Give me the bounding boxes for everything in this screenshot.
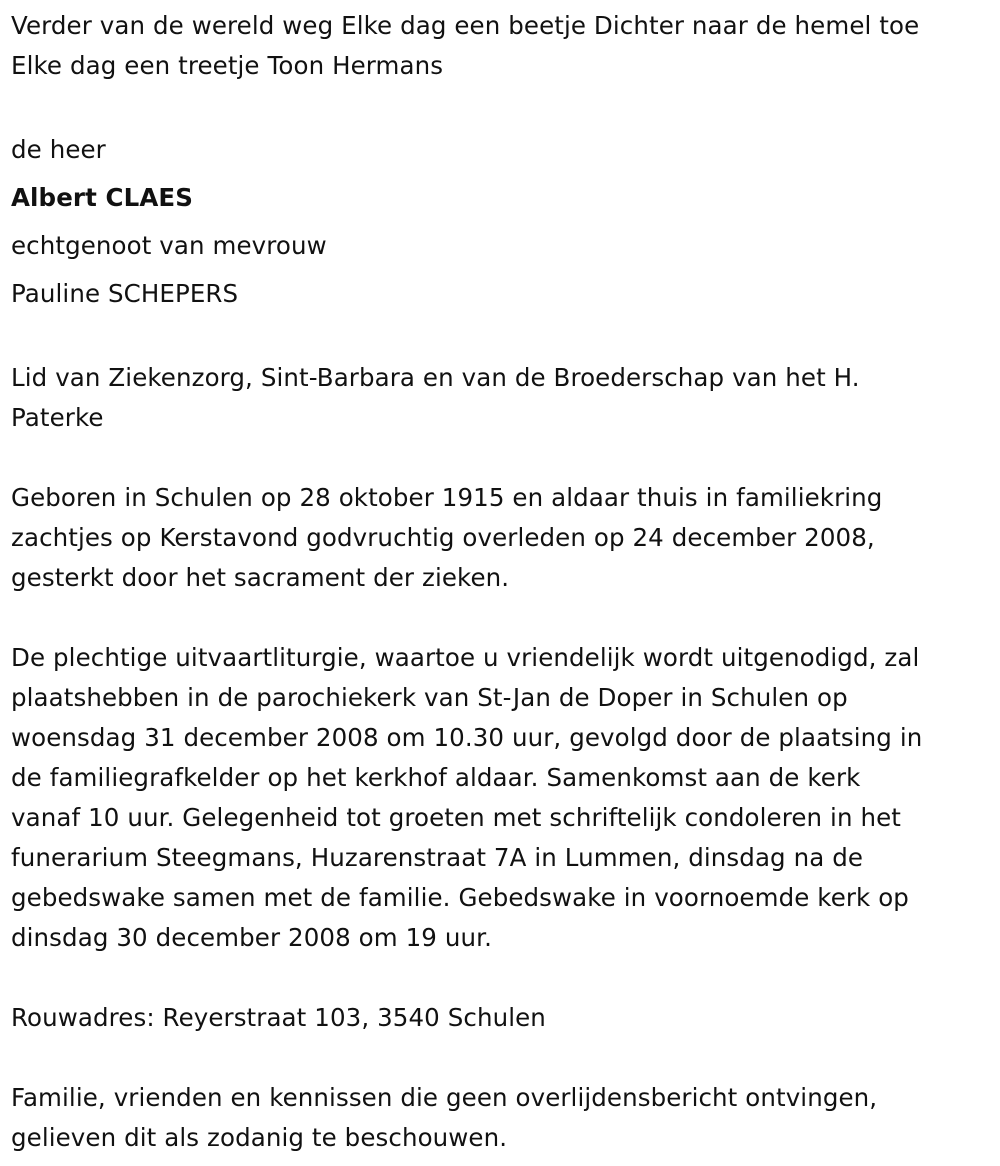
birth-death-line: gesterkt door het sacrament der zieken. — [11, 563, 510, 592]
spouse-name: Pauline SCHEPERS — [11, 279, 239, 308]
address-line: Rouwadres: Reyerstraat 103, 3540 Schulen — [11, 1003, 546, 1032]
birth-death-line: zachtjes op Kerstavond godvruchtig overleden op 24 december 2008, — [11, 523, 875, 552]
poem-line: Verder van de wereld weg Elke dag een beetje Dichter naar de hemel toe — [11, 11, 920, 40]
relation: echtgenoot van mevrouw — [11, 231, 327, 260]
membership-line: Paterke — [11, 403, 104, 432]
funeral-details — [11, 638, 996, 958]
obituary-document — [11, 6, 996, 1158]
salutation: de heer — [11, 135, 106, 164]
deceased-block — [11, 126, 996, 318]
funeral-line: de familiegrafkelder op het kerkhof aldaar. Samenkomst aan de kerk — [11, 763, 861, 792]
birth-death-line: Geboren in Schulen op 28 oktober 1915 en aldaar thuis in familiekring — [11, 483, 883, 512]
funeral-line: woensdag 31 december 2008 om 10.30 uur, gevolgd door de plaatsing in — [11, 723, 923, 752]
closing-line: Familie, vrienden en kennissen die geen overlijdensbericht ontvingen, — [11, 1083, 878, 1112]
funeral-line: funerarium Steegmans, Huzarenstraat 7A in Lummen, dinsdag na de — [11, 843, 864, 872]
funeral-line: gebedswake samen met de familie. Gebedswake in voornoemde kerk op — [11, 883, 909, 912]
birth-death — [11, 478, 996, 598]
poem-line: Elke dag een treetje Toon Hermans — [11, 51, 444, 80]
poem — [11, 6, 996, 86]
funeral-line: De plechtige uitvaartliturgie, waartoe u vriendelijk wordt uitgenodigd, zal — [11, 643, 920, 672]
funeral-line: plaatshebben in de parochiekerk van St-Jan de Doper in Schulen op — [11, 683, 848, 712]
membership — [11, 358, 996, 438]
funeral-line: vanaf 10 uur. Gelegenheid tot groeten met schriftelijk condoleren in het — [11, 803, 901, 832]
deceased-name: Albert CLAES — [11, 183, 193, 212]
funeral-line: dinsdag 30 december 2008 om 19 uur. — [11, 923, 492, 952]
membership-line: Lid van Ziekenzorg, Sint-Barbara en van de Broederschap van het H. — [11, 363, 860, 392]
mourning-address — [11, 998, 996, 1038]
closing-note — [11, 1078, 996, 1158]
closing-line: gelieven dit als zodanig te beschouwen. — [11, 1123, 508, 1152]
